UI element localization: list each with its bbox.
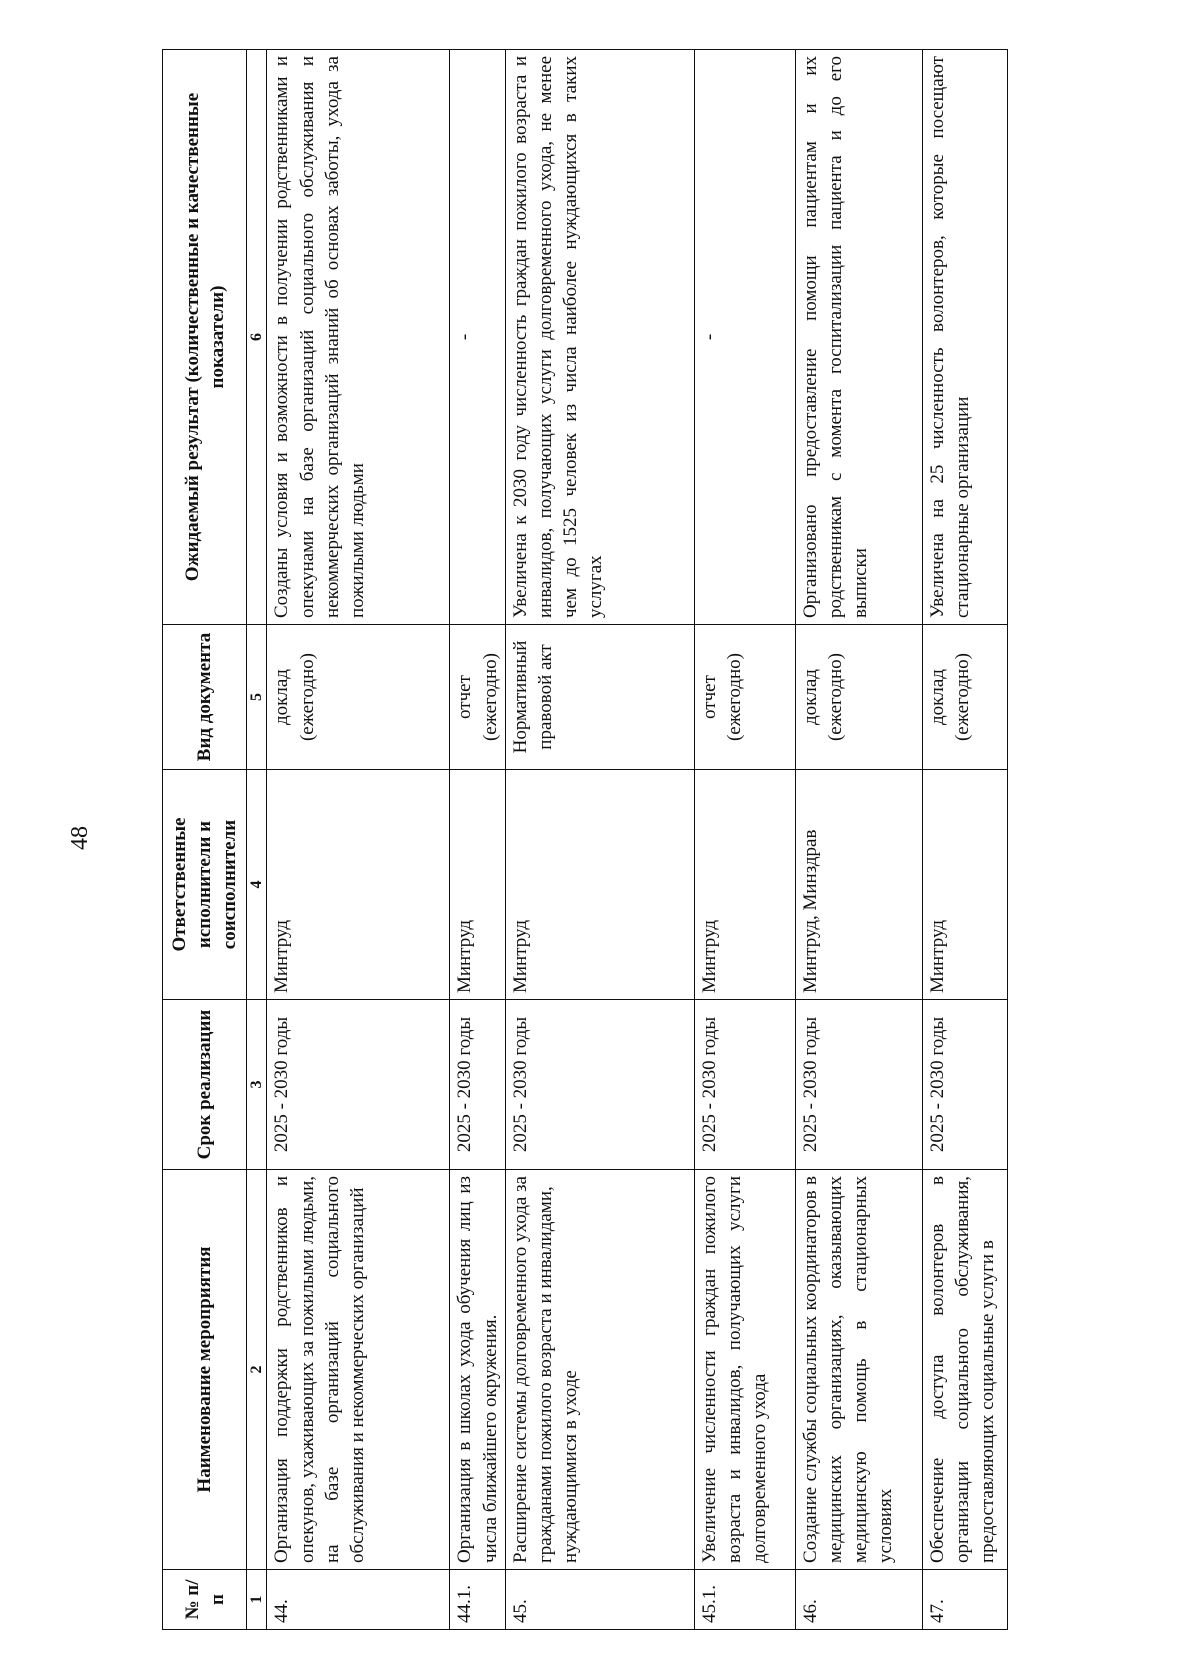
table-row bbox=[267, 50, 450, 1630]
expected-result: Организовано предоставление помощи пациентам и их родственникам с момента госпитализации пациента и до его выписки bbox=[795, 50, 922, 625]
expected-result: Увеличена на 25 численность волонтеров, которые посещают стационарные организации bbox=[922, 50, 1007, 625]
table-row bbox=[795, 50, 922, 1630]
column-number: 5 bbox=[247, 625, 267, 770]
row-number: 45. bbox=[505, 1570, 694, 1630]
measure-name: Расширение системы долговременного ухода за гражданами пожилого возраста и инвалидами, нуждающимися в уходе bbox=[505, 1170, 694, 1570]
document-type: Нормативный правовой акт bbox=[505, 625, 694, 770]
column-numbers-row bbox=[247, 50, 267, 1630]
term: 2025 - 2030 годы bbox=[450, 1000, 505, 1170]
measures-table bbox=[162, 49, 1008, 1630]
row-number: 44. bbox=[267, 1570, 450, 1630]
row-number: 44.1. bbox=[450, 1570, 505, 1630]
document-type: отчет (ежегодно) bbox=[694, 625, 795, 770]
measure-name: Обеспечение доступа волонтеров в организации социального обслуживания, предоставляющих социальные услуги в bbox=[922, 1170, 1007, 1570]
expected-result: Созданы условия и возможности в получении родственниками и опекунами на базе организаций социального обслуживания и некоммерческих организаций знаний об основах заботы, ухода за пожилыми людьми bbox=[267, 50, 450, 625]
column-number: 6 bbox=[247, 50, 267, 625]
header-document-type: Вид документа bbox=[163, 625, 247, 770]
responsible: Минтруд bbox=[922, 770, 1007, 1000]
responsible: Минтруд bbox=[505, 770, 694, 1000]
term: 2025 - 2030 годы bbox=[795, 1000, 922, 1170]
table-header-row bbox=[163, 50, 247, 1630]
responsible: Минтруд bbox=[267, 770, 450, 1000]
expected-result: - bbox=[694, 50, 795, 625]
term: 2025 - 2030 годы bbox=[505, 1000, 694, 1170]
document-type: отчет (ежегодно) bbox=[450, 625, 505, 770]
term: 2025 - 2030 годы bbox=[922, 1000, 1007, 1170]
header-number: № п/п bbox=[163, 1570, 247, 1630]
table-row bbox=[694, 50, 795, 1630]
table-row bbox=[450, 50, 505, 1630]
column-number: 3 bbox=[247, 1000, 267, 1170]
measure-name: Создание службы социальных координаторов в медицинских организациях, оказывающих медицинскую помощь в стационарных условиях bbox=[795, 1170, 922, 1570]
header-term: Срок реализации bbox=[163, 1000, 247, 1170]
responsible: Минтруд bbox=[694, 770, 795, 1000]
page-number: 48 bbox=[67, 826, 93, 850]
header-expected-result: Ожидаемый результат (количественные и качественные показатели) bbox=[163, 50, 247, 625]
document-type: доклад (ежегодно) bbox=[795, 625, 922, 770]
document-type: доклад (ежегодно) bbox=[267, 625, 450, 770]
table-row bbox=[922, 50, 1007, 1630]
row-number: 47. bbox=[922, 1570, 1007, 1630]
term: 2025 - 2030 годы bbox=[694, 1000, 795, 1170]
row-number: 46. bbox=[795, 1570, 922, 1630]
responsible: Минтруд bbox=[450, 770, 505, 1000]
column-number: 2 bbox=[247, 1170, 267, 1570]
rotated-page-content bbox=[162, 50, 1082, 1630]
term: 2025 - 2030 годы bbox=[267, 1000, 450, 1170]
measure-name: Организация поддержки родственников и опекунов, ухаживающих за пожилыми людьми, на базе организаций социального обслуживания и некоммерческих организаций bbox=[267, 1170, 450, 1570]
header-measure-name: Наименование мероприятия bbox=[163, 1170, 247, 1570]
measure-name: Увеличение численности граждан пожилого возраста и инвалидов, получающих услуги долговременного ухода bbox=[694, 1170, 795, 1570]
column-number: 4 bbox=[247, 770, 267, 1000]
column-number: 1 bbox=[247, 1570, 267, 1630]
measure-name: Организация в школах ухода обучения лиц из числа ближайшего окружения. bbox=[450, 1170, 505, 1570]
row-number: 45.1. bbox=[694, 1570, 795, 1630]
responsible: Минтруд, Минздрав bbox=[795, 770, 922, 1000]
expected-result: Увеличена к 2030 году численность граждан пожилого возраста и инвалидов, получающих услуги долговременного ухода, не менее чем до 1525 человек из числа наиболее нуждающихся в таких услугах bbox=[505, 50, 694, 625]
header-responsible: Ответственные исполнители и соисполнители bbox=[163, 770, 247, 1000]
table-row bbox=[505, 50, 694, 1630]
expected-result: - bbox=[450, 50, 505, 625]
document-type: доклад (ежегодно) bbox=[922, 625, 1007, 770]
